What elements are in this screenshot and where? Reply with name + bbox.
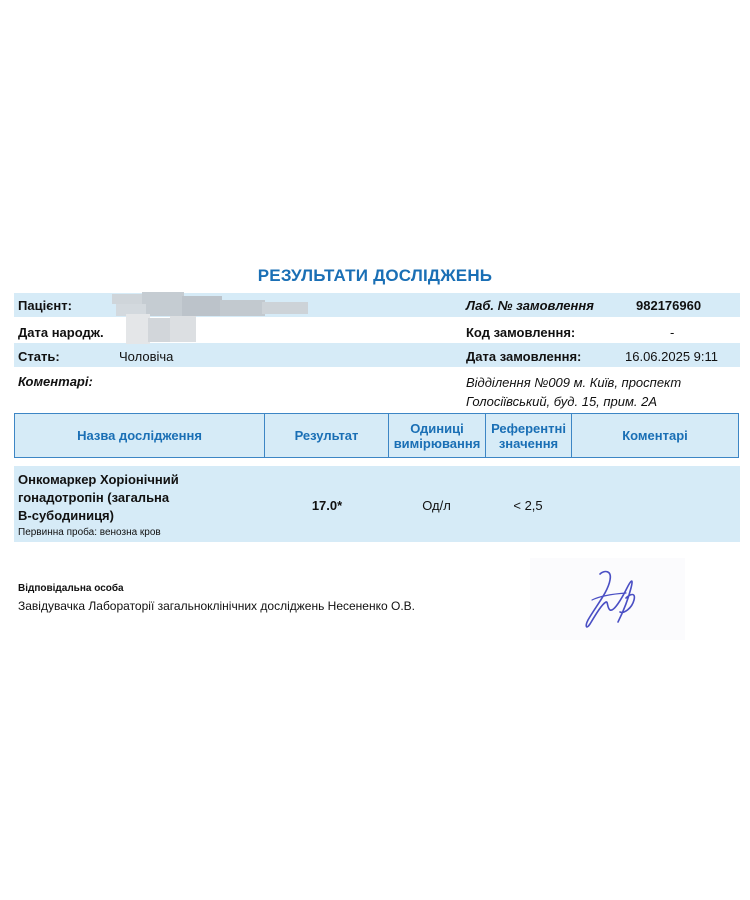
- order-date-value: 16.06.2025 9:11: [625, 349, 719, 364]
- units-value: Од/л: [422, 498, 451, 513]
- header-units-line-1: Одиниці: [410, 420, 464, 436]
- comments-label: Коментарі:: [18, 374, 93, 389]
- birth-date-label: Дата народж.: [18, 325, 104, 340]
- test-name-line-3: B-субодиниця): [18, 508, 114, 523]
- header-comments: Коментарі: [622, 428, 688, 443]
- lab-order-value: 982176960: [636, 298, 702, 313]
- page-title: РЕЗУЛЬТАТИ ДОСЛІДЖЕНЬ: [257, 266, 493, 285]
- header-units-line-2: вимірювання: [393, 435, 481, 451]
- test-name-line-1: Онкомаркер Хоріонічний: [18, 472, 179, 487]
- branch-line-2: Голосіївський, буд. 15, прим. 2А: [466, 394, 658, 409]
- patient-label: Пацієнт:: [18, 298, 72, 313]
- sex-label: Стать:: [18, 349, 60, 364]
- test-name: [18, 471, 248, 525]
- birth-date-redacted: [126, 314, 196, 344]
- reference-value: < 2,5: [513, 498, 543, 513]
- header-reference-line-1: Референтні: [491, 420, 566, 436]
- results-table-header: [14, 413, 739, 458]
- test-name-line-2: гонадотропін (загальна: [18, 490, 170, 505]
- header-name: Назва дослідження: [15, 414, 265, 457]
- header-reference: [486, 414, 572, 457]
- order-code-value: -: [670, 325, 675, 340]
- responsible-title: Відповідальна особа: [18, 583, 124, 594]
- order-code-label: Код замовлення:: [466, 325, 576, 340]
- patient-name-redacted: [112, 292, 308, 316]
- header-result: Результат: [265, 414, 389, 457]
- responsible-person: Завідувачка Лабораторії загальноклінічних досліджень Несененко О.В.: [18, 599, 415, 613]
- header-units: [389, 414, 486, 457]
- result-value: 17.0*: [311, 498, 343, 513]
- lab-order-label: Лаб. № замовлення: [466, 298, 594, 313]
- sample-type: Первинна проба: венозна кров: [18, 527, 161, 538]
- header-reference-line-2: значення: [498, 435, 559, 451]
- sex-value: Чоловіча: [119, 349, 174, 364]
- signature-image: [530, 558, 685, 640]
- branch-line-1: Відділення №009 м. Київ, проспект: [466, 375, 682, 390]
- order-date-label: Дата замовлення:: [466, 349, 582, 364]
